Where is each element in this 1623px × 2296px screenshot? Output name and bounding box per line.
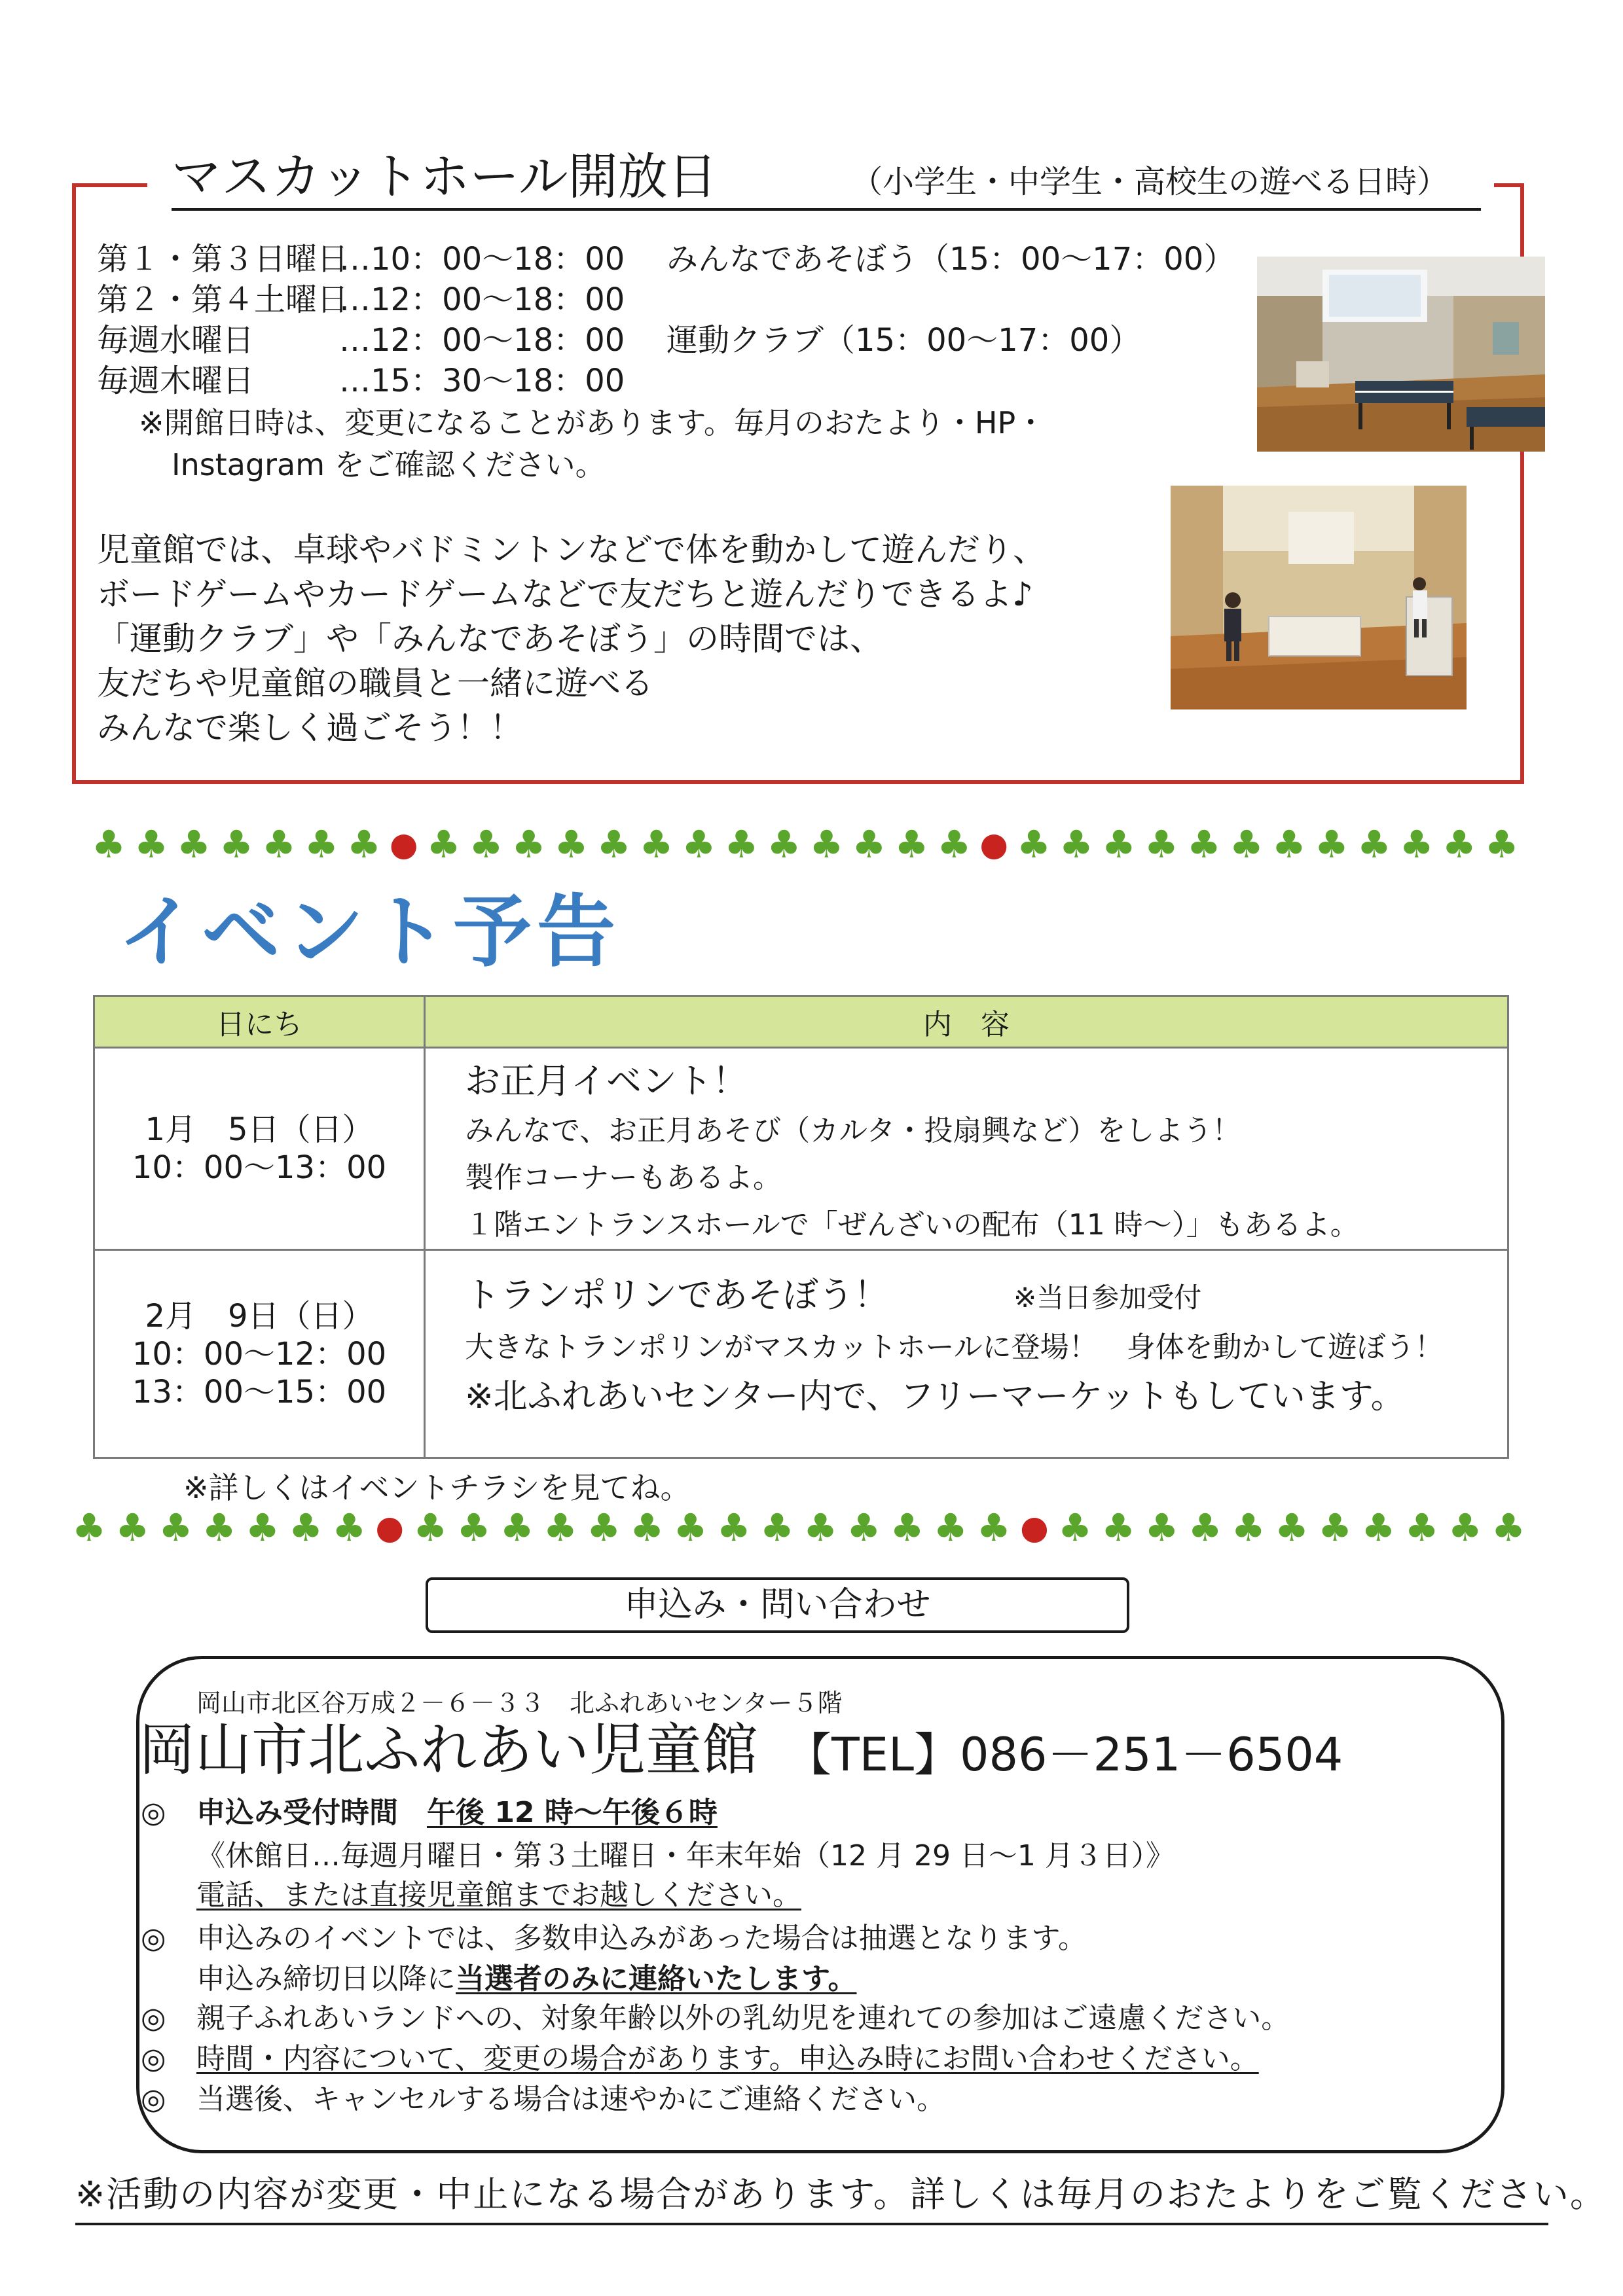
clover-icon: ♣	[289, 1505, 323, 1550]
bullet-mark: ◎	[141, 1922, 166, 1955]
clover-icon: ♣	[937, 822, 972, 867]
bullet-mark: ◎	[141, 1796, 166, 1829]
event-description: みんなで、お正月あそび（カルタ・投扇興など）をしよう！	[465, 1114, 1241, 1147]
lottery-text: 申込みのイベントでは、多数申込みがあった場合は抽選となります。	[196, 1922, 1087, 1955]
clover-icon: ♣	[332, 1505, 367, 1550]
clover-icon: ♣	[554, 822, 589, 867]
clover-icon: ♣	[716, 1505, 751, 1550]
clover-icon: ♣	[1188, 1505, 1222, 1550]
clover-divider-bottom	[72, 1501, 1525, 1554]
contact-change-note	[141, 2039, 1259, 2079]
schedule-row-4	[97, 361, 666, 401]
clover-icon: ♣	[1271, 822, 1306, 867]
event-section-title: イベント予告	[118, 887, 621, 978]
clover-icon: ♣	[1274, 1505, 1309, 1550]
event-description: １階エントランスホールで「ぜんざいの配布（11 時～）」もあるよ。	[465, 1208, 1359, 1242]
hall-paragraph-line1: 児童館では、卓球やバドミントンなどで体を動かして遊んだり、	[97, 531, 1046, 569]
change-note-text: 時間・内容について、変更の場合があります。申込み時にお問い合わせください。	[196, 2042, 1259, 2075]
clover-icon: ♣	[767, 822, 801, 867]
clover-icon: ♣	[724, 822, 759, 867]
schedule-time: …12：00～18：00	[339, 281, 625, 318]
clover-icon: ♣	[1057, 1505, 1092, 1550]
contact-lottery	[141, 1919, 1087, 1958]
schedule-day: 毎週木曜日	[97, 363, 255, 399]
clover-icon: ♣	[92, 822, 126, 867]
clover-icon: ♣	[809, 822, 844, 867]
event-description: ※北ふれあいセンター内で、フリーマーケットもしています。	[465, 1377, 1405, 1416]
clover-divider-top	[92, 818, 1519, 870]
deadline-prefix: 申込み締切日以降に	[196, 1962, 456, 1996]
clover-icon: ♣	[852, 822, 886, 867]
hall-note-line1: ※開館日時は、変更になることがあります。毎月のおたより・HP・	[139, 405, 1046, 440]
clover-icon: ♣	[500, 1505, 534, 1550]
infant-note-text: 親子ふれあいランドへの、対象年齢以外の乳幼児を連れての参加はご遠慮ください。	[196, 2001, 1290, 2035]
schedule-time: …12：00～18：00	[339, 322, 625, 359]
hall-photo-table-tennis	[1257, 257, 1545, 452]
clover-icon: ♣	[1144, 822, 1178, 867]
event-description: 大きなトランポリンがマスカットホールに登場！ 身体を動かして遊ぼう！	[465, 1331, 1444, 1364]
event-row-newyear	[94, 1048, 1508, 1250]
clover-icon: ♣	[176, 822, 211, 867]
event-description: 製作コーナーもあるよ。	[465, 1161, 782, 1194]
clover-icon: ♣	[115, 1505, 150, 1550]
clover-icon: ♣	[976, 1505, 1011, 1550]
clover-icon: ♣	[639, 822, 674, 867]
clover-icon: ♣	[202, 1505, 236, 1550]
clover-icon: ♣	[219, 822, 253, 867]
clover-icon: ♣	[511, 822, 546, 867]
schedule-day: 第１・第３日曜日	[97, 241, 349, 278]
clover-icon: ♣	[426, 822, 461, 867]
clover-icon: ♣	[72, 1505, 106, 1550]
event-time: 10：00～12：00	[132, 1335, 387, 1372]
clover-icon: ♣	[1101, 822, 1136, 867]
clover-icon: ♣	[261, 822, 296, 867]
hall-paragraph-line2: ボードゲームやカードゲームなどで友だちと遊んだりできるよ♪	[97, 575, 1033, 613]
ladybug-icon: ●	[389, 825, 418, 863]
clover-icon: ♣	[1314, 822, 1349, 867]
event-content-cell	[425, 1250, 1508, 1458]
bullet-mark: ◎	[141, 2083, 166, 2116]
deadline-emphasis: 当選者のみに連絡いたします。	[456, 1962, 857, 1996]
clover-icon: ♣	[759, 1505, 794, 1550]
reception-time: 午後 12 時～午後６時	[427, 1796, 718, 1829]
clover-icon: ♣	[1144, 1505, 1179, 1550]
clover-icon: ♣	[469, 822, 503, 867]
bullet-mark: ◎	[141, 2042, 166, 2075]
clover-icon: ♣	[1059, 822, 1093, 867]
clover-icon: ♣	[1186, 822, 1221, 867]
clover-icon: ♣	[1404, 1505, 1439, 1550]
contact-method: 電話、または直接児童館までお越しください。	[196, 1878, 801, 1912]
hall-title: マスカットホール開放日	[172, 147, 718, 206]
schedule-row-3	[97, 321, 1140, 360]
clover-icon: ♣	[1448, 1505, 1482, 1550]
hall-title-underline	[172, 208, 1481, 211]
event-row-trampoline	[94, 1250, 1508, 1458]
event-time: 13：00～15：00	[132, 1373, 387, 1410]
hall-photo-badminton	[1171, 486, 1467, 709]
schedule-day: 毎週水曜日	[97, 322, 255, 359]
event-date-cell	[94, 1250, 425, 1458]
clover-icon: ♣	[933, 1505, 968, 1550]
ladybug-icon: ●	[1020, 1509, 1049, 1547]
footer-underline	[75, 2223, 1548, 2225]
schedule-row-2	[97, 280, 666, 319]
event-title: トランポリンであそぼう！	[465, 1274, 889, 1316]
event-detail-note: ※詳しくはイベントチラシを見てね。	[183, 1470, 691, 1505]
schedule-time: …15：30～18：00	[339, 363, 625, 399]
event-time: 10：00～13：00	[132, 1149, 387, 1186]
event-date: 1月 5日（日）	[145, 1111, 374, 1148]
footer-note: ※活動の内容が変更・中止になる場合があります。詳しくは毎月のおたよりをご覧ください。	[75, 2174, 1607, 2215]
clover-icon: ♣	[673, 1505, 708, 1550]
event-date: 2月 9日（日）	[145, 1297, 374, 1335]
contact-heading: 申込み・問い合わせ	[426, 1577, 1129, 1633]
clover-icon: ♣	[1101, 1505, 1136, 1550]
header-content: 内 容	[425, 996, 1508, 1048]
contact-cancel-note	[141, 2080, 945, 2119]
contact-deadline	[196, 1960, 856, 1999]
clover-icon: ♣	[1399, 822, 1434, 867]
clover-icon: ♣	[245, 1505, 280, 1550]
contact-address: 岡山市北区谷万成２－６－３３ 北ふれあいセンター５階	[196, 1689, 843, 1717]
hall-frame-top-right	[1494, 183, 1524, 187]
clover-icon: ♣	[456, 1505, 491, 1550]
clover-icon: ♣	[304, 822, 338, 867]
clover-icon: ♣	[890, 1505, 924, 1550]
hall-paragraph-line3: 「運動クラブ」や「みんなであそぼう」の時間では、	[97, 620, 883, 658]
clover-icon: ♣	[894, 822, 929, 867]
event-title-note: ※当日参加受付	[1013, 1282, 1202, 1314]
event-content-cell	[425, 1048, 1508, 1250]
event-table-header	[94, 996, 1508, 1048]
event-title: お正月イベント！	[465, 1060, 748, 1102]
schedule-time: …10：00～18：00	[339, 241, 625, 278]
hall-paragraph-line5: みんなで楽しく過ごそう！！	[97, 709, 522, 747]
clover-icon: ♣	[803, 1505, 838, 1550]
clover-icon: ♣	[630, 1505, 665, 1550]
contact-reception	[141, 1793, 718, 1833]
event-title-line	[465, 1269, 1507, 1324]
header-date: 日にち	[94, 996, 425, 1048]
contact-org-name: 岡山市北ふれあい児童館	[139, 1717, 758, 1783]
clover-icon: ♣	[596, 822, 631, 867]
clover-icon: ♣	[587, 1505, 621, 1550]
contact-closed-days: 《休館日…毎週月曜日・第３土曜日・年末年始（12 月 29 日～1 月３日）》	[196, 1839, 1175, 1873]
hall-note-line2: Instagram をご確認ください。	[172, 447, 606, 482]
schedule-extra: みんなであそぼう（15：00～17：00）	[666, 241, 1235, 278]
ladybug-icon: ●	[375, 1509, 405, 1547]
schedule-row-1	[97, 240, 1235, 279]
clover-icon: ♣	[1361, 1505, 1396, 1550]
clover-icon: ♣	[158, 1505, 193, 1550]
clover-icon: ♣	[543, 1505, 577, 1550]
hall-subtitle: （小学生・中学生・高校生の遊べる日時）	[851, 164, 1449, 200]
bullet-mark: ◎	[141, 2001, 166, 2035]
event-date-cell	[94, 1048, 425, 1250]
ladybug-icon: ●	[979, 825, 1008, 863]
hall-paragraph-line4: 友だちや児童館の職員と一緒に遊べる	[97, 664, 653, 702]
clover-icon: ♣	[1442, 822, 1476, 867]
reception-label: 申込み受付時間	[196, 1796, 398, 1829]
cancel-note-text: 当選後、キャンセルする場合は速やかにご連絡ください。	[196, 2083, 945, 2116]
clover-icon: ♣	[1016, 822, 1051, 867]
clover-icon: ♣	[346, 822, 381, 867]
contact-tel: 【TEL】086－251－6504	[786, 1728, 1343, 1782]
event-table	[93, 995, 1509, 1459]
clover-icon: ♣	[134, 822, 168, 867]
clover-icon: ♣	[1357, 822, 1391, 867]
clover-icon: ♣	[1318, 1505, 1353, 1550]
clover-icon: ♣	[682, 822, 716, 867]
hall-frame-top-left	[72, 183, 147, 187]
clover-icon: ♣	[1484, 822, 1519, 867]
clover-icon: ♣	[413, 1505, 448, 1550]
schedule-day: 第２・第４土曜日	[97, 281, 349, 318]
clover-icon: ♣	[847, 1505, 881, 1550]
clover-icon: ♣	[1231, 1505, 1266, 1550]
clover-icon: ♣	[1229, 822, 1264, 867]
clover-icon: ♣	[1491, 1505, 1525, 1550]
schedule-extra: 運動クラブ（15：00～17：00）	[666, 322, 1141, 359]
contact-infant-note	[141, 1999, 1290, 2038]
